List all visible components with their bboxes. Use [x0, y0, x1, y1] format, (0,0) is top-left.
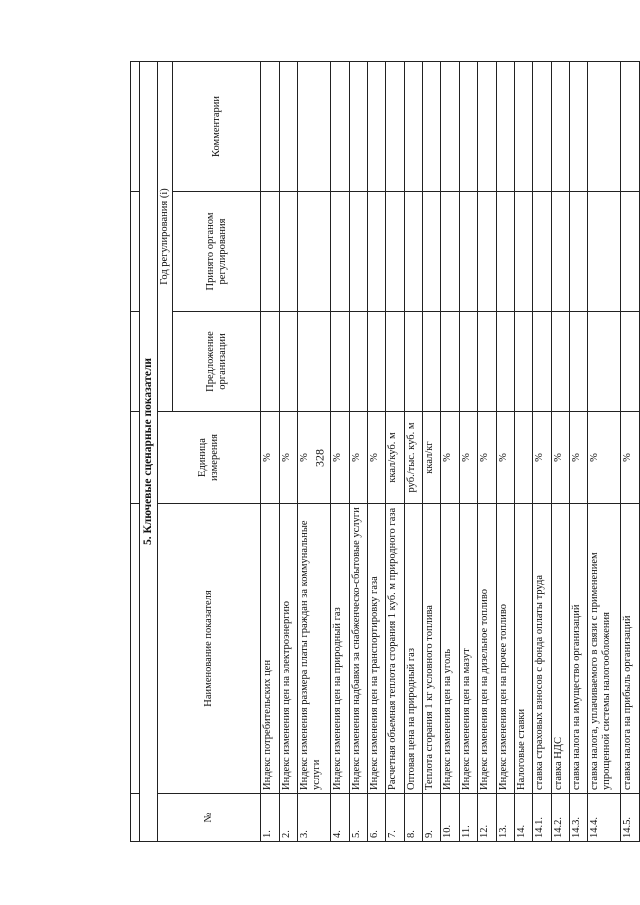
row-proposal	[386, 312, 404, 412]
row-unit: ккал/кг	[423, 412, 441, 504]
row-num: 2.	[279, 794, 297, 842]
row-num: 5.	[349, 794, 367, 842]
row-comments	[588, 62, 621, 192]
row-proposal	[459, 312, 477, 412]
row-num: 10.	[441, 794, 459, 842]
row-name: ставка страховых взносов с фонда оплаты труда	[533, 504, 551, 794]
row-proposal	[588, 312, 621, 412]
table-row	[441, 62, 459, 842]
row-num: 3.	[298, 794, 331, 842]
header-comments: Комментарии	[173, 62, 261, 192]
row-name: Индекс изменения надбавки за снабженческо-сбытовые услуги	[349, 504, 367, 794]
row-proposal	[423, 312, 441, 412]
row-accepted	[404, 192, 422, 312]
row-num: 14.1.	[533, 794, 551, 842]
row-name: ставка налога на имущество организаций	[570, 504, 588, 794]
row-unit: %	[551, 412, 569, 504]
row-proposal	[570, 312, 588, 412]
empty-top-row	[131, 62, 140, 842]
row-unit: %	[367, 412, 385, 504]
empty-cell	[131, 62, 140, 192]
row-accepted	[331, 192, 349, 312]
row-proposal	[533, 312, 551, 412]
row-num: 11.	[459, 794, 477, 842]
row-unit: %	[496, 412, 514, 504]
row-proposal	[478, 312, 496, 412]
table-row	[331, 62, 349, 842]
row-unit: %	[298, 412, 331, 504]
row-proposal	[261, 312, 279, 412]
row-proposal	[279, 312, 297, 412]
row-comments	[459, 62, 477, 192]
row-num: 14.2.	[551, 794, 569, 842]
row-accepted	[621, 192, 640, 312]
table-row	[349, 62, 367, 842]
table-row	[496, 62, 514, 842]
row-proposal	[404, 312, 422, 412]
empty-cell	[131, 192, 140, 312]
row-proposal	[367, 312, 385, 412]
row-comments	[551, 62, 569, 192]
row-proposal	[496, 312, 514, 412]
row-name: Индекс изменения цен на транспортировку газа	[367, 504, 385, 794]
scenario-indicators-table	[130, 61, 640, 842]
row-accepted	[496, 192, 514, 312]
row-name: Расчетная объемная теплота сгорания 1 куб. м природного газа	[386, 504, 404, 794]
table-row	[261, 62, 279, 842]
table-row	[386, 62, 404, 842]
rotated-table-container	[130, 62, 640, 842]
row-name: Налоговые ставки	[514, 504, 532, 794]
row-proposal	[331, 312, 349, 412]
table-row	[551, 62, 569, 842]
row-accepted	[570, 192, 588, 312]
row-name: Индекс изменения цен на природный газ	[331, 504, 349, 794]
row-comments	[298, 62, 331, 192]
table-row	[570, 62, 588, 842]
row-name: Индекс изменения цен на мазут	[459, 504, 477, 794]
row-comments	[279, 62, 297, 192]
row-num: 6.	[367, 794, 385, 842]
row-proposal	[621, 312, 640, 412]
row-accepted	[588, 192, 621, 312]
row-num: 9.	[423, 794, 441, 842]
row-name: Индекс изменения цен на прочее топливо	[496, 504, 514, 794]
row-name: Теплота сгорания 1 кг условного топлива	[423, 504, 441, 794]
empty-cell	[131, 312, 140, 412]
section-title-row	[140, 62, 158, 842]
row-proposal	[514, 312, 532, 412]
header-year-group: Год регулирования (i)	[158, 62, 173, 412]
row-accepted	[279, 192, 297, 312]
row-unit: %	[588, 412, 621, 504]
row-comments	[386, 62, 404, 192]
table-row	[514, 62, 532, 842]
row-num: 14.3.	[570, 794, 588, 842]
header-name: Наименование показателя	[158, 504, 261, 794]
row-accepted	[386, 192, 404, 312]
row-comments	[514, 62, 532, 192]
row-num: 12.	[478, 794, 496, 842]
row-accepted	[533, 192, 551, 312]
row-name: ставка НДС	[551, 504, 569, 794]
row-unit: %	[533, 412, 551, 504]
row-accepted	[551, 192, 569, 312]
table-wrapper	[130, 62, 640, 842]
row-num: 14.	[514, 794, 532, 842]
row-comments	[496, 62, 514, 192]
row-accepted	[261, 192, 279, 312]
row-unit: %	[279, 412, 297, 504]
table-row	[588, 62, 621, 842]
section-title: 5. Ключевые сценарные показатели	[140, 62, 158, 842]
row-num: 8.	[404, 794, 422, 842]
table-row	[423, 62, 441, 842]
row-proposal	[551, 312, 569, 412]
row-num: 14.5.	[621, 794, 640, 842]
row-unit: руб./тыс. куб. м	[404, 412, 422, 504]
row-name: Индекс потребительских цен	[261, 504, 279, 794]
row-name: ставка налога, уплачиваемого в связи с применением упрощенной системы налогообложения	[588, 504, 621, 794]
row-comments	[478, 62, 496, 192]
page-number: 328	[312, 449, 327, 467]
table-row	[298, 62, 331, 842]
row-num: 13.	[496, 794, 514, 842]
row-name: Индекс изменения размера платы граждан за коммунальные услуги	[298, 504, 331, 794]
row-comments	[570, 62, 588, 192]
row-comments	[441, 62, 459, 192]
row-comments	[404, 62, 422, 192]
table-row	[459, 62, 477, 842]
empty-cell	[131, 794, 140, 842]
row-comments	[423, 62, 441, 192]
header-num: №	[158, 794, 261, 842]
row-accepted	[367, 192, 385, 312]
header-unit: Единица измерения	[158, 412, 261, 504]
row-proposal	[298, 312, 331, 412]
row-name: Индекс изменения цен на электроэнергию	[279, 504, 297, 794]
row-accepted	[349, 192, 367, 312]
row-accepted	[478, 192, 496, 312]
row-comments	[349, 62, 367, 192]
row-unit: ккал/куб. м	[386, 412, 404, 504]
row-name: Индекс изменения цен на дизельное топливо	[478, 504, 496, 794]
table-row	[279, 62, 297, 842]
row-comments	[367, 62, 385, 192]
row-num: 1.	[261, 794, 279, 842]
row-num: 14.4.	[588, 794, 621, 842]
row-name: ставка налога на прибыль организаций	[621, 504, 640, 794]
header-proposal: Предложение организации	[173, 312, 261, 412]
row-unit: %	[261, 412, 279, 504]
row-unit: %	[349, 412, 367, 504]
row-num: 7.	[386, 794, 404, 842]
table-row	[533, 62, 551, 842]
row-unit: %	[478, 412, 496, 504]
table-body	[261, 62, 640, 842]
row-unit: %	[621, 412, 640, 504]
empty-cell	[131, 412, 140, 504]
empty-cell	[131, 504, 140, 794]
table-row	[367, 62, 385, 842]
row-comments	[621, 62, 640, 192]
header-accepted: Принято органом регулирования	[173, 192, 261, 312]
row-comments	[331, 62, 349, 192]
row-unit: %	[570, 412, 588, 504]
row-name: Оптовая цена на природный газ	[404, 504, 422, 794]
row-num: 4.	[331, 794, 349, 842]
table-row	[478, 62, 496, 842]
row-unit	[514, 412, 532, 504]
header-row-1	[158, 62, 173, 842]
row-comments	[261, 62, 279, 192]
table-row	[404, 62, 422, 842]
row-accepted	[441, 192, 459, 312]
table-row	[621, 62, 640, 842]
row-accepted	[459, 192, 477, 312]
row-proposal	[441, 312, 459, 412]
row-unit: %	[331, 412, 349, 504]
row-proposal	[349, 312, 367, 412]
row-name: Индекс изменения цен на уголь	[441, 504, 459, 794]
row-comments	[533, 62, 551, 192]
row-unit: %	[441, 412, 459, 504]
row-accepted	[298, 192, 331, 312]
row-unit: %	[459, 412, 477, 504]
row-accepted	[514, 192, 532, 312]
row-accepted	[423, 192, 441, 312]
